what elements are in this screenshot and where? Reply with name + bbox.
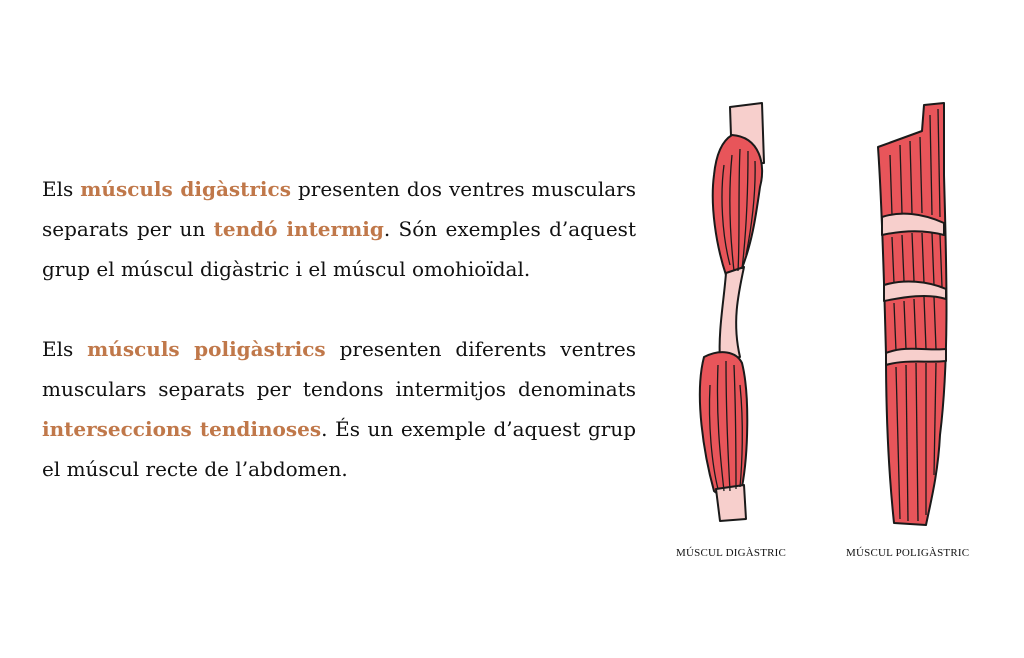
para2-text-middle: presenten diferents ventres musculars separats per tendons intermitjos denominats <box>42 337 636 401</box>
para2-text-end: . És un exemple d’aquest grup el múscul recte de l’abdomen. <box>42 417 637 481</box>
digastric-lower-belly <box>700 352 747 494</box>
text-column <box>42 169 636 489</box>
poligastric-body <box>878 103 947 525</box>
para1-text-end: . Són exemples d’aquest grup el múscul digàstric i el múscul omohioïdal. <box>42 217 636 281</box>
para1-text-middle: presenten dos ventres musculars separats per un <box>42 177 636 241</box>
poligastric-muscle-drawing <box>878 103 947 525</box>
para1-text-start: Els <box>42 177 81 201</box>
term-musculs-digastrics: músculs digàstrics <box>80 177 291 201</box>
paragraph-poligastric <box>42 329 636 489</box>
digastric-middle-tendon <box>720 267 744 361</box>
term-musculs-poligastrics: músculs poligàstrics <box>87 337 326 361</box>
digastric-upper-belly <box>713 135 762 275</box>
caption-musculus-digastric: MÚSCUL DIGÀSTRIC <box>676 547 787 559</box>
term-interseccions-tendinoses: interseccions tendinoses <box>42 417 322 441</box>
term-tendo-intermig: tendó intermig <box>213 217 384 241</box>
muscle-figure <box>660 95 1000 575</box>
paragraph-digastric <box>42 169 636 289</box>
muscle-illustration <box>660 95 1000 575</box>
digastric-bottom-tendon <box>716 485 746 521</box>
para2-text-start: Els <box>42 337 88 361</box>
digastric-muscle-drawing <box>700 103 764 521</box>
caption-musculus-poligastric: MÚSCUL POLIGÀSTRIC <box>846 547 970 559</box>
